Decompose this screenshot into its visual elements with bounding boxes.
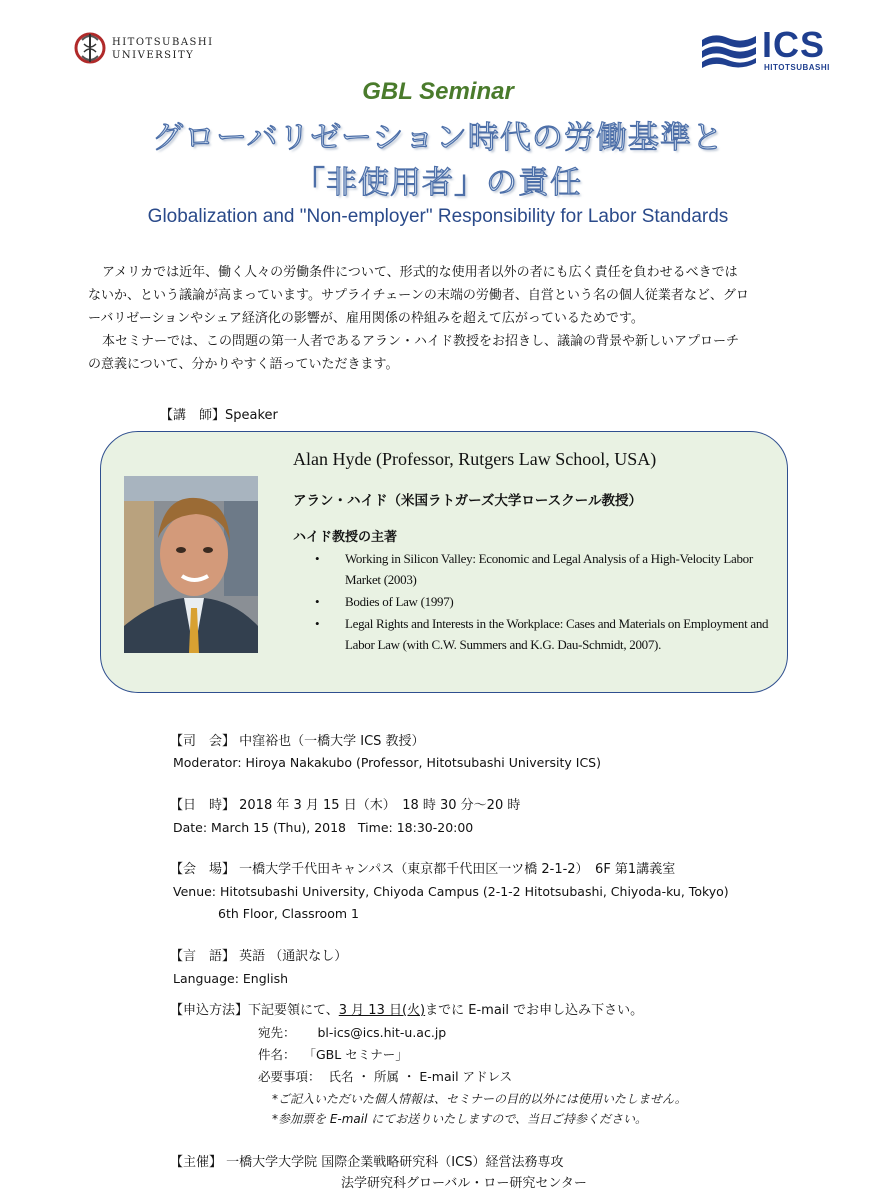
venue-en-line1: Venue: Hitotsubashi University, Chiyoda Campus (2-1-2 Hitotsubashi, Chiyoda-ku, Tokyo) xyxy=(173,884,729,899)
major-works-heading: ハイド教授の主著 xyxy=(293,530,398,545)
application-text-before: 下記要領にて、 xyxy=(248,1003,339,1018)
venue-jp: 【会 場】 一橋大学千代田キャンパス（東京都千代田区一ツ橋 2-1-2） 6F 第1講義室 xyxy=(170,862,676,877)
moderator-en: Moderator: Hiroya Nakakubo (Professor, Hitotsubashi University ICS) xyxy=(173,755,601,770)
work-item: • Bodies of Law (1997) xyxy=(315,591,775,612)
application-subject xyxy=(258,1045,408,1065)
university-name-line2: UNIVERSITY xyxy=(112,50,195,61)
moderator-jp: 【司 会】 中窪裕也（一橋大学 ICS 教授） xyxy=(170,734,425,749)
japanese-title-line2: 「非使用者」の責任 xyxy=(294,165,582,201)
application-text-after: までに E-mail でお申し込み下さい。 xyxy=(425,1003,644,1018)
university-name-line1: HITOTSUBASHI xyxy=(112,37,214,48)
speaker-name-jp: アラン・ハイド（米国ラトガーズ大学ロースクール教授） xyxy=(293,493,642,509)
subject-label: 件名： xyxy=(258,1047,296,1062)
intro-p2-line1: 本セミナーでは、この問題の第一人者であるアラン・ハイド教授をお招きし、議論の背景や新しいアプローチ xyxy=(102,334,740,349)
privacy-note: *ご記入いただいた個人情報は、セミナーの目的以外には使用いたしません。 xyxy=(272,1092,687,1106)
intro-p2-line2: の意義について、分かりやすく語っていただきます。 xyxy=(88,357,399,372)
application-to xyxy=(258,1023,446,1043)
work-item: • Legal Rights and Interests in the Workplace: Cases and Materials on Employment and Labor Law (with C.W. Summers and K.G. Dau-Schmidt, 2007). xyxy=(315,613,775,655)
email-address[interactable]: bl-ics@ics.hit-u.ac.jp xyxy=(317,1025,447,1040)
venue-en-line2: 6th Floor, Classroom 1 xyxy=(218,906,359,921)
organizer-line1 xyxy=(170,1153,563,1173)
major-works-list xyxy=(315,548,775,656)
speaker-name-en: Alan Hyde (Professor, Rutgers Law School, USA) xyxy=(293,449,657,469)
organizer-label: 【主催】 xyxy=(170,1155,223,1170)
organizer-name1: 一橋大学大学院 国際企業戦略研究科（ICS）経営法務専攻 xyxy=(226,1155,564,1170)
ics-wave-icon xyxy=(700,30,758,70)
subject-value: 「GBL セミナー」 xyxy=(303,1047,408,1062)
work-item: • Working in Silicon Valley: Economic and Legal Analysis of a High-Velocity Labor Market (2003) xyxy=(315,548,775,590)
datetime-en: Date: March 15 (Thu), 2018 Time: 18:30-20:00 xyxy=(173,820,474,835)
required-label: 必要事項： xyxy=(258,1069,321,1084)
speaker-label: 【講 師】Speaker xyxy=(160,408,278,423)
language-en: Language: English xyxy=(173,971,289,986)
ticket-note: *参加票を E-mail にてお送りいたしますので、当日ご持参ください。 xyxy=(272,1112,648,1126)
speaker-photo xyxy=(124,476,258,653)
hitotsubashi-university-logo xyxy=(70,28,230,72)
to-label: 宛先： xyxy=(258,1025,296,1040)
ics-logo xyxy=(700,24,840,74)
ics-logo-text: ICS xyxy=(762,24,826,65)
required-value: 氏名 ・ 所属 ・ E-mail アドレス xyxy=(328,1069,513,1084)
ics-logo-subtext: HITOTSUBASHI xyxy=(764,63,830,72)
application-deadline: 3 月 13 日(火) xyxy=(338,1003,426,1018)
intro-p1-line2: ないか、という議論が高まっています。サプライチェーンの末端の労働者、自営という名の個人従業者など、グロ xyxy=(88,288,749,303)
application-line xyxy=(170,1001,643,1021)
seminar-series-title: GBL Seminar xyxy=(362,78,514,105)
language-jp: 【言 語】 英語 （通訳なし） xyxy=(170,949,348,964)
japanese-title-line1: グローバリゼーション時代の労働基準と xyxy=(152,120,724,156)
datetime-jp: 【日 時】 2018 年 3 月 15 日（木） 18 時 30 分～20 時 xyxy=(170,798,521,813)
intro-p1-line3: ーバリゼーションやシェア経済化の影響が、雇用関係の枠組みを超えて広がっているためです。 xyxy=(88,311,644,326)
university-crest-icon xyxy=(70,28,110,68)
application-label: 【申込方法】 xyxy=(170,1003,249,1018)
intro-text xyxy=(88,261,800,376)
organizer-line2: 法学研究科グローバル・ロー研究センター xyxy=(341,1176,587,1191)
intro-p1-line1: アメリカでは近年、働く人々の労働条件について、形式的な使用者以外の者にも広く責任を負わせるべきでは xyxy=(102,265,738,280)
university-name xyxy=(112,36,214,62)
english-title: Globalization and "Non-employer" Responsibility for Labor Standards xyxy=(147,206,729,227)
application-required xyxy=(258,1067,512,1087)
